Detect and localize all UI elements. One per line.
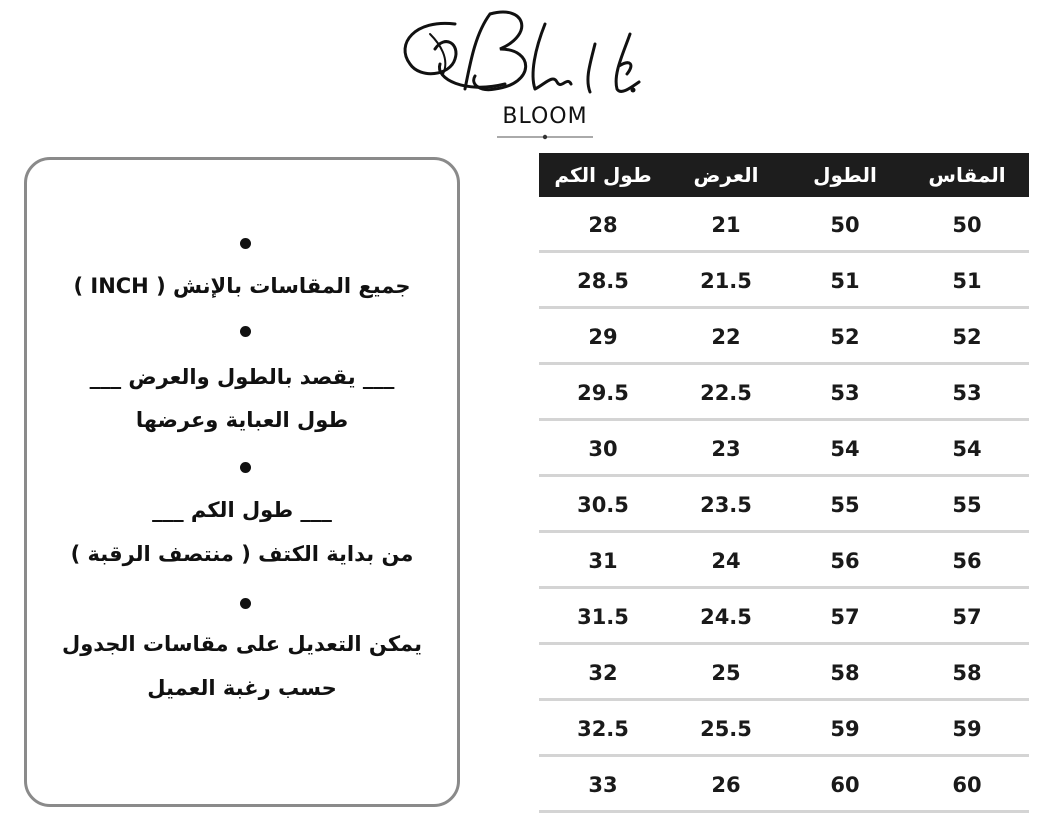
bullet-dot	[240, 598, 251, 609]
cell-width: 23	[711, 437, 741, 461]
cell-width: 24	[711, 549, 741, 573]
table-row	[539, 477, 1029, 533]
cell-width: 23.5	[700, 493, 752, 517]
header-width: العرض	[693, 163, 759, 187]
table-row	[539, 757, 1029, 813]
cell-length: 55	[830, 493, 860, 517]
table-row	[539, 197, 1029, 253]
cell-sleeve: 32	[588, 661, 618, 685]
table-row	[539, 533, 1029, 589]
cell-width: 25	[711, 661, 741, 685]
brand-name: BLOOM	[502, 104, 588, 129]
cell-size: 50	[952, 213, 982, 237]
table-row	[539, 589, 1029, 645]
table-header	[539, 153, 1029, 197]
note-sleeve-title: ___ طول الكم ___	[152, 498, 332, 522]
cell-length: 50	[830, 213, 860, 237]
cell-size: 58	[952, 661, 982, 685]
cell-size: 53	[952, 381, 982, 405]
note-customize-1: يمكن التعديل على مقاسات الجدول	[61, 632, 422, 656]
cell-sleeve: 30.5	[577, 493, 629, 517]
table-row	[539, 421, 1029, 477]
table-row	[539, 253, 1029, 309]
cell-sleeve: 28.5	[577, 269, 629, 293]
note-length-width-title: ___ يقصد بالطول والعرض ___	[89, 365, 395, 389]
table-row	[539, 309, 1029, 365]
cell-size: 59	[952, 717, 982, 741]
table-row	[539, 645, 1029, 701]
cell-length: 56	[830, 549, 860, 573]
table-row	[539, 701, 1029, 757]
cell-sleeve: 30	[588, 437, 618, 461]
note-length-width-desc: طول العباية وعرضها	[135, 408, 349, 432]
cell-length: 59	[830, 717, 860, 741]
cell-width: 22.5	[700, 381, 752, 405]
cell-size: 57	[952, 605, 982, 629]
note-customize-2: حسب رغبة العميل	[147, 676, 337, 700]
cell-sleeve: 31.5	[577, 605, 629, 629]
cell-size: 60	[952, 773, 982, 797]
cell-size: 55	[952, 493, 982, 517]
note-units: جميع المقاسات بالإنش ( INCH )	[73, 274, 411, 298]
cell-length: 54	[830, 437, 860, 461]
header-length: الطول	[813, 163, 877, 187]
header-sleeve: طول الكم	[554, 163, 652, 187]
cell-sleeve: 31	[588, 549, 618, 573]
bullet-dot	[240, 238, 251, 249]
cell-sleeve: 29	[588, 325, 618, 349]
cell-width: 26	[711, 773, 741, 797]
cell-sleeve: 29.5	[577, 381, 629, 405]
cell-sleeve: 32.5	[577, 717, 629, 741]
cell-length: 58	[830, 661, 860, 685]
brand-logo	[395, 4, 665, 140]
cell-size: 51	[952, 269, 982, 293]
notes-panel	[24, 157, 460, 807]
brand-underline-ornament	[497, 134, 593, 140]
cell-size: 56	[952, 549, 982, 573]
table-row	[539, 365, 1029, 421]
cell-width: 24.5	[700, 605, 752, 629]
cell-sleeve: 28	[588, 213, 618, 237]
cell-length: 52	[830, 325, 860, 349]
cell-length: 57	[830, 605, 860, 629]
bullet-dot	[240, 462, 251, 473]
cell-sleeve: 33	[588, 773, 618, 797]
cell-length: 60	[830, 773, 860, 797]
cell-width: 21	[711, 213, 741, 237]
cell-length: 53	[830, 381, 860, 405]
header-size: المقاس	[928, 163, 1006, 187]
cell-width: 21.5	[700, 269, 752, 293]
cell-size: 54	[952, 437, 982, 461]
cell-size: 52	[952, 325, 982, 349]
cell-length: 51	[830, 269, 860, 293]
cell-width: 22	[711, 325, 741, 349]
bullet-dot	[240, 326, 251, 337]
note-sleeve-desc: من بداية الكتف ( منتصف الرقبة )	[70, 542, 414, 566]
cell-width: 25.5	[700, 717, 752, 741]
logo-script-mark	[395, 4, 665, 104]
